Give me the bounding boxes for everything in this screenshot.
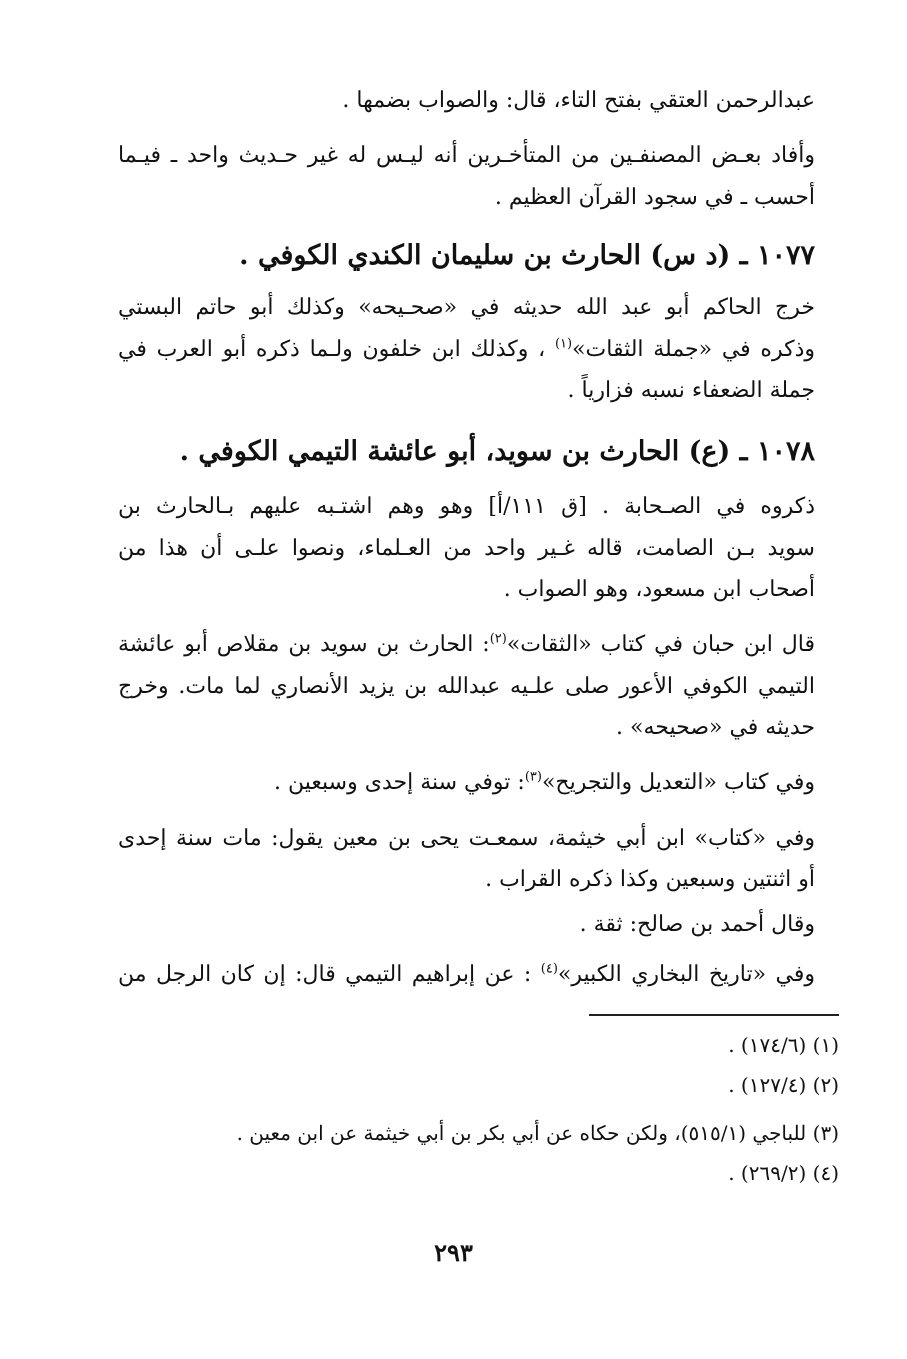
paragraph-line: ذكروه في الصـحابة . [ق ١١١/أ] وهو وهم اشتـبه عليهم بـالحارث بن: [118, 494, 815, 519]
paragraph-line: أصحاب ابن مسعود، وهو الصواب .: [503, 577, 815, 602]
footnote-ref: (٢): [489, 631, 507, 647]
text-segment: : الحارث بن سويد بن مقلاص أبو عائشة: [118, 632, 490, 657]
paragraph-line: التيمي الكوفي الأعور صلى علـيه عبدالله بن يزيد الأنصاري لما مات. وخرج: [118, 674, 815, 699]
entry-heading-1077: ١٠٧٧ ـ (د س) الحارث بن سليمان الكندي الكوفي .: [239, 240, 815, 271]
footnote-2: (٢) (١٢٧/٤) .: [728, 1073, 839, 1097]
text-segment: وفي كتاب «التعديل والتجريح»: [541, 770, 815, 795]
paragraph-line: [118, 333, 815, 367]
footnote-ref: (٤): [540, 961, 558, 977]
paragraph-line: [118, 958, 815, 992]
text-segment: وذكره في «جملة الثقات»: [572, 337, 815, 362]
paragraph-line: [118, 628, 815, 662]
paragraph-line: [118, 766, 815, 800]
footnote-3: (٣) للباجي (٥١٥/١)، ولكن حكاه عن أبي بكر بن أبي خيثمة عن ابن معين .: [236, 1121, 839, 1145]
footnote-ref: (١): [554, 336, 573, 352]
paragraph-line: سويد بـن الصامت، قاله غـير واحد من العـلماء، ونصوا علـى أن هذا من: [118, 536, 815, 561]
paragraph-line: أحسب ـ في سجود القرآن العظيم .: [494, 185, 815, 210]
paragraph-line: وفي «كتاب» ابن أبي خيثمة، سمعـت يحى بن معين يقول: مات سنة إحدى: [118, 826, 815, 851]
entry-heading-1078: ١٠٧٨ ـ (ع) الحارث بن سويد، أبو عائشة التيمي الكوفي .: [179, 436, 815, 467]
paragraph-line: وقال أحمد بن صالح: ثقة .: [579, 912, 815, 937]
footnote-ref: (٣): [524, 769, 542, 785]
footnote-separator: [589, 1014, 839, 1016]
paragraph-line: وأفاد بعـض المصنفـين من المتأخـرين أنه ليـس له غير حـديث واحد ـ فيـما: [118, 143, 815, 168]
paragraph-line: أو اثنتين وسبعين وكذا ذكره القراب .: [485, 867, 815, 892]
text-segment: قال ابن حبان في كتاب «الثقات»: [506, 632, 815, 657]
continuation-line: عبدالرحمن العتقي بفتح التاء، قال: والصواب بضمها .: [342, 88, 815, 113]
paragraph-line: جملة الضعفاء نسبه فزارياً .: [567, 378, 815, 403]
paragraph-line: حديثه في «صحيحه» .: [616, 715, 815, 740]
footnote-4: (٤) (٢٦٩/٢) .: [728, 1161, 839, 1185]
text-segment: وفي «تاريخ البخاري الكبير»: [557, 962, 815, 987]
footnote-1: (١) (١٧٤/٦) .: [728, 1033, 839, 1057]
text-segment: : توفي سنة إحدى وسبعين .: [274, 770, 525, 795]
text-segment: ، وكذلك ابن خلفون ولـما ذكره أبو العرب في: [118, 337, 555, 362]
page-number: ٢٩٣: [434, 1238, 473, 1267]
paragraph-line: خرج الحاكم أبو عبد الله حديثه في «صحـيحه» وكذلك أبو حاتم البستي: [118, 295, 815, 320]
text-segment: : عن إبراهيم التيمي قال: إن كان الرجل من: [118, 962, 541, 987]
